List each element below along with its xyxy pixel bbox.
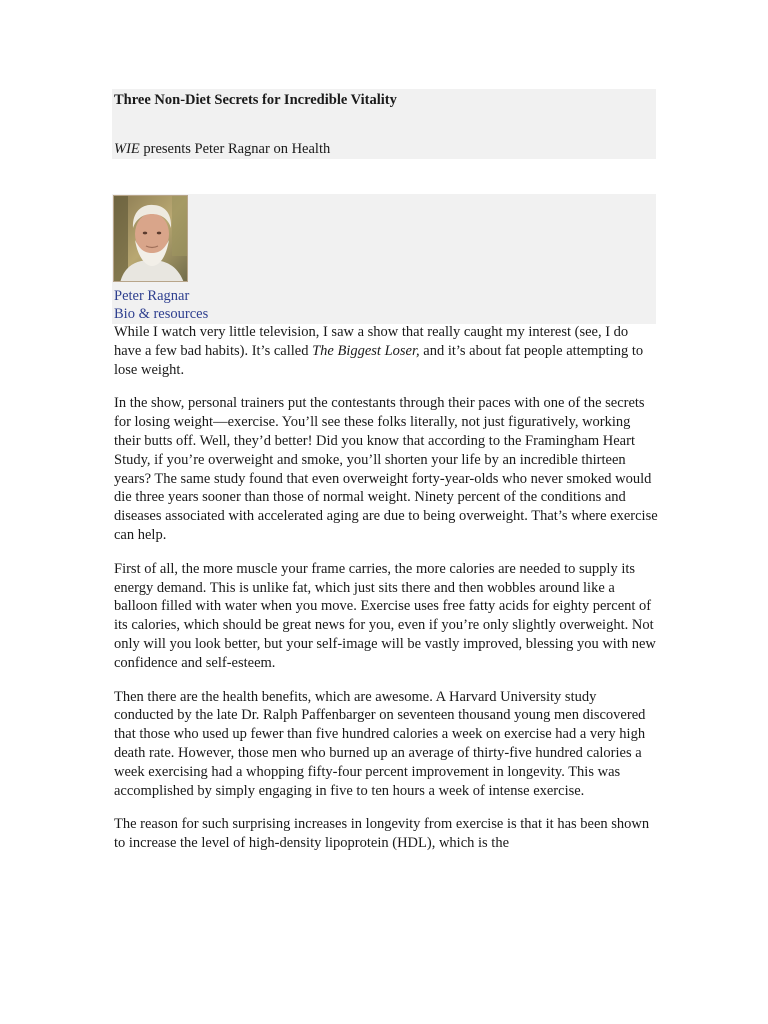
article-subtitle [114, 141, 330, 158]
author-name: Peter Ragnar [114, 288, 190, 304]
author-box [112, 194, 656, 324]
bio-resources-link[interactable]: Bio & resources [114, 306, 209, 322]
article-body [114, 323, 658, 868]
author-photo [113, 195, 188, 282]
paragraph-2: In the show, personal trainers put the contestants through their paces with one of the secrets for losing weight—exercise. You’ll see these folks literally, not just figuratively, working their butts off. Well, they’d better! Did you know that according to the Framingham Heart Study, if you’re overweight and smoke, you’ll shorten your life by an incredible thirteen years? The same study found that even overweight forty-year-olds who never smoked would die three years sooner than those of normal weight. Ninety percent of the conditions and diseases associated with accelerated aging are due to being overweight. That’s where exercise can help. [114, 395, 658, 543]
presents-text: presents Peter Ragnar on Health [139, 141, 331, 157]
paragraph-5: The reason for such surprising increases in longevity from exercise is that it has been shown to increase the level of high-density lipoprotein (HDL), which is the [114, 816, 650, 852]
paragraph-3: First of all, the more muscle your frame carries, the more calories are needed to supply its energy demand. This is unlike fat, which just sits there and then wobbles around like a balloon filled with water when you move. Exercise uses free fatty acids for eighty percent of its calories, which should be great news for you, even if you’re only slightly overweight. Not only will you look better, but your self-image will be vastly improved, blessing you with new confidence and self-esteem. [114, 560, 656, 671]
author-portrait-icon [114, 196, 188, 282]
paragraph-4: Then there are the health benefits, which are awesome. A Harvard University study conducted by the late Dr. Ralph Paffenbarger on seventeen thousand young men discovered that those who used up fewer than five hundred calories a week on exercise had a very high death rate. However, those men who burned up an average of thirty-five hundred calories a week exercising had a whopping fifty-four percent improvement in longevity. This was accomplished by simply engaging in five to ten hours a week of intense exercise. [114, 688, 646, 799]
paragraph-1-part-b: and it’s about fat people attempting to lose weight. [114, 342, 644, 378]
publication-name: WIE [114, 141, 140, 157]
article-title: Three Non-Diet Secrets for Incredible Vitality [114, 92, 397, 108]
paragraph-1 [114, 323, 658, 379]
show-title: The Biggest Loser, [312, 342, 420, 359]
paragraph-1-part-a: While I watch very little television, I saw a show that really caught my interest (see, I do have a few bad habits). It’s called [114, 324, 629, 359]
